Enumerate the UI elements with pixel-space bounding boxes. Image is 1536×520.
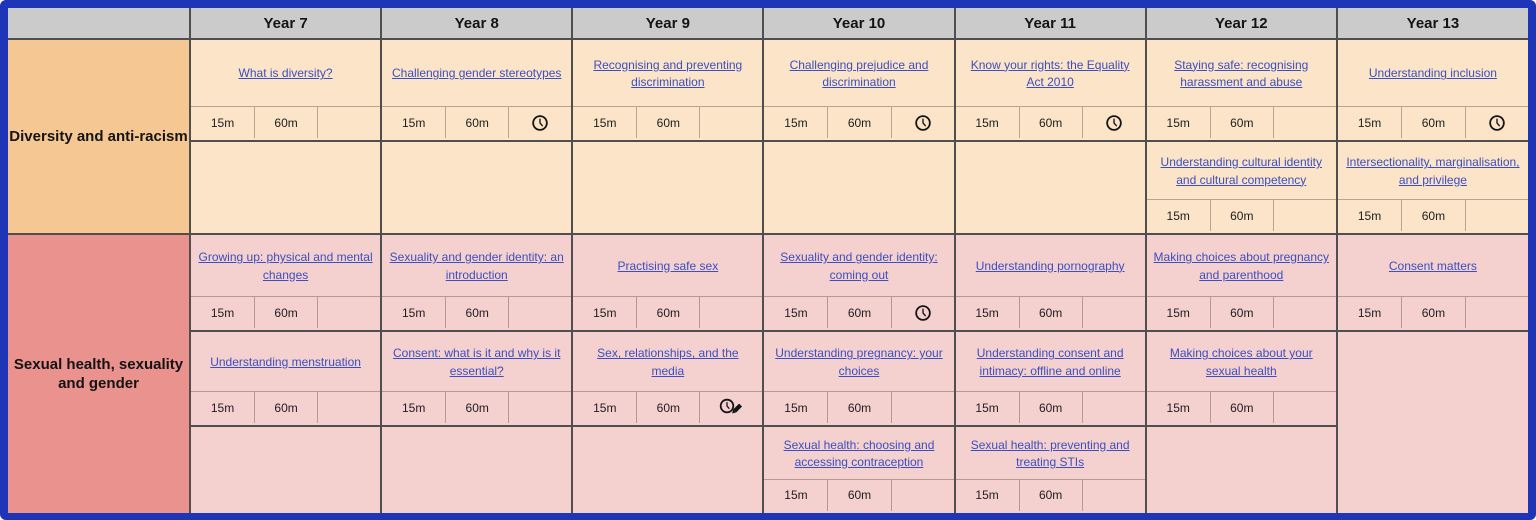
duration-extra-slot: [1465, 297, 1528, 328]
duration-15m[interactable]: 15m: [593, 305, 617, 320]
lesson-link[interactable]: Consent: what is it and why is it essential?: [393, 346, 561, 378]
lesson-link[interactable]: Understanding cultural identity and cultural competency: [1160, 155, 1322, 187]
year-header: Year 13: [1337, 8, 1528, 39]
duration-60m[interactable]: 60m: [827, 480, 890, 511]
duration-extra-slot: [1082, 297, 1145, 328]
duration-strip: [191, 391, 380, 423]
lesson-cell: [1337, 39, 1528, 141]
duration-60m[interactable]: 60m: [1210, 297, 1273, 328]
empty-cell: [763, 141, 954, 234]
empty-cell: [572, 426, 763, 513]
lesson-cell: [572, 234, 763, 331]
lesson-title: [382, 237, 571, 296]
empty-cell: [190, 141, 381, 234]
duration-15m[interactable]: 15m: [1166, 400, 1190, 415]
duration-strip: [573, 391, 762, 423]
lesson-cell: [1337, 141, 1528, 234]
empty-cell: [381, 141, 572, 234]
duration-60m[interactable]: 60m: [1210, 107, 1273, 138]
lesson-title: [573, 334, 762, 391]
lesson-cell: [1146, 141, 1337, 234]
duration-15m[interactable]: 15m: [975, 305, 999, 320]
duration-15m[interactable]: 15m: [401, 305, 426, 320]
lesson-cell: [763, 234, 954, 331]
lesson-cell: [1146, 331, 1337, 426]
duration-15m[interactable]: 15m: [975, 488, 999, 502]
duration-15m[interactable]: 15m: [784, 488, 808, 502]
duration-60m[interactable]: 60m: [827, 392, 890, 423]
lesson-link[interactable]: Sexual health: choosing and accessing contraception: [783, 437, 935, 469]
duration-extra-slot: [1082, 480, 1145, 511]
duration-extra-slot: [317, 297, 380, 328]
duration-15m[interactable]: 15m: [1166, 208, 1190, 223]
lesson-title: [1147, 144, 1336, 199]
duration-extra-slot: [699, 392, 762, 423]
duration-60m[interactable]: 60m: [636, 107, 699, 138]
duration-15m[interactable]: 15m: [975, 115, 999, 130]
duration-extra-slot: [317, 107, 380, 138]
duration-15m[interactable]: 15m: [401, 115, 426, 130]
lesson-link[interactable]: Sexuality and gender identity: an introduction: [389, 250, 564, 282]
lesson-link[interactable]: Challenging prejudice and discrimination: [789, 57, 929, 89]
lesson-title: [764, 430, 953, 479]
duration-60m[interactable]: 60m: [1019, 392, 1082, 423]
lesson-cell: [763, 39, 954, 141]
duration-strip: [573, 106, 762, 138]
duration-strip: [1147, 199, 1336, 231]
clock-icon: [531, 114, 549, 132]
lesson-cell: [955, 234, 1146, 331]
curriculum-body: [8, 39, 1528, 513]
duration-60m[interactable]: 60m: [1401, 297, 1464, 328]
duration-15m[interactable]: 15m: [210, 305, 235, 320]
group-header: Diversity and anti-racism: [8, 39, 190, 234]
duration-strip: [382, 296, 571, 328]
lesson-title: [956, 42, 1145, 106]
duration-15m[interactable]: 15m: [210, 115, 235, 130]
lesson-link[interactable]: Growing up: physical and mental changes: [198, 250, 373, 282]
duration-60m[interactable]: 60m: [254, 107, 317, 138]
lesson-link[interactable]: Staying safe: recognising harassment and abuse: [1174, 57, 1309, 89]
duration-extra-slot: [1273, 297, 1336, 328]
lesson-title: [191, 237, 380, 296]
duration-strip: [1338, 296, 1528, 328]
duration-strip: [956, 106, 1145, 138]
lesson-cell: [381, 39, 572, 141]
lesson-cell: [190, 331, 381, 426]
duration-15m[interactable]: 15m: [784, 115, 808, 130]
duration-extra-slot: [1465, 200, 1528, 231]
lesson-cell: [572, 331, 763, 426]
duration-15m[interactable]: 15m: [784, 305, 808, 320]
lesson-title: [573, 42, 762, 106]
lesson-cell: [955, 331, 1146, 426]
lesson-link[interactable]: Understanding menstruation: [210, 354, 361, 369]
lesson-title: [956, 430, 1145, 479]
lesson-cell: [572, 39, 763, 141]
duration-15m[interactable]: 15m: [401, 400, 426, 415]
duration-60m[interactable]: 60m: [636, 392, 699, 423]
lesson-title: [764, 237, 953, 296]
duration-strip: [1147, 391, 1336, 423]
duration-extra-slot: [891, 297, 954, 328]
duration-extra-slot: [508, 392, 571, 423]
duration-strip: [191, 106, 380, 138]
lesson-cell: [1146, 39, 1337, 141]
duration-extra-slot: [1273, 392, 1336, 423]
duration-extra-slot: [508, 107, 571, 138]
lesson-link[interactable]: Understanding inclusion: [1368, 66, 1497, 81]
lesson-title: [382, 42, 571, 106]
duration-strip: [764, 479, 953, 511]
empty-cell: [572, 141, 763, 234]
duration-15m[interactable]: 15m: [593, 115, 617, 130]
clock-icon: [914, 114, 932, 132]
lesson-cell: [763, 331, 954, 426]
duration-strip: [956, 479, 1145, 511]
duration-extra-slot: [891, 392, 954, 423]
lesson-link[interactable]: Consent matters: [1388, 258, 1477, 273]
lesson-link[interactable]: Understanding consent and intimacy: offline and online: [976, 346, 1124, 378]
duration-60m[interactable]: 60m: [254, 392, 317, 423]
lesson-link[interactable]: Understanding pornography: [975, 258, 1125, 273]
lesson-title: [1338, 144, 1528, 199]
lesson-title: [191, 334, 380, 391]
duration-15m[interactable]: 15m: [784, 400, 808, 415]
lesson-title: [956, 237, 1145, 296]
duration-extra-slot: [1082, 392, 1145, 423]
lesson-link[interactable]: Sex, relationships, and the media: [597, 346, 739, 378]
lesson-link[interactable]: Practising safe sex: [617, 258, 719, 273]
duration-strip: [1147, 106, 1336, 138]
lesson-link[interactable]: Challenging gender stereotypes: [391, 66, 562, 81]
duration-strip: [573, 296, 762, 328]
lesson-title: [1147, 334, 1336, 391]
duration-extra-slot: [1273, 107, 1336, 138]
year-header: Year 8: [381, 8, 572, 39]
year-header-row: [8, 8, 1528, 39]
year-header: Year 11: [955, 8, 1146, 39]
group-header: Sexual health, sexuality and gender: [8, 234, 190, 513]
duration-15m[interactable]: 15m: [1166, 115, 1190, 130]
duration-60m[interactable]: 60m: [445, 107, 508, 138]
duration-strip: [764, 391, 953, 423]
lesson-cell: [955, 426, 1146, 513]
lesson-cell: [190, 234, 381, 331]
duration-60m[interactable]: 60m: [1210, 392, 1273, 423]
lesson-cell: [1146, 234, 1337, 331]
duration-extra-slot: [1465, 107, 1528, 138]
duration-extra-slot: [891, 480, 954, 511]
clock-icon: [914, 304, 932, 322]
year-header: Year 9: [572, 8, 763, 39]
lesson-link[interactable]: Sexual health: preventing and treating STIs: [970, 437, 1130, 469]
duration-60m[interactable]: 60m: [1401, 107, 1464, 138]
empty-cell: [1146, 426, 1337, 513]
clock-icon: [1105, 114, 1123, 132]
empty-cell: [381, 426, 572, 513]
duration-60m[interactable]: 60m: [1019, 107, 1082, 138]
empty-cell: [955, 141, 1146, 234]
lesson-title: [764, 42, 953, 106]
lesson-cell: [763, 426, 954, 513]
lesson-cell: [1337, 234, 1528, 331]
duration-extra-slot: [891, 107, 954, 138]
lesson-cell: [190, 39, 381, 141]
lesson-title: [191, 42, 380, 106]
lesson-link[interactable]: Know your rights: the Equality Act 2010: [970, 57, 1130, 89]
duration-extra-slot: [1082, 107, 1145, 138]
duration-60m[interactable]: 60m: [1210, 200, 1273, 231]
duration-60m[interactable]: 60m: [1401, 200, 1464, 231]
duration-15m[interactable]: 15m: [1166, 305, 1190, 320]
year-header: Year 7: [190, 8, 381, 39]
lesson-title: [382, 334, 571, 391]
duration-strip: [382, 391, 571, 423]
empty-cell: [190, 426, 381, 513]
lesson-title: [1338, 237, 1528, 296]
duration-60m[interactable]: 60m: [827, 107, 890, 138]
duration-15m[interactable]: 15m: [1357, 115, 1382, 130]
duration-extra-slot: [699, 107, 762, 138]
duration-60m[interactable]: 60m: [827, 297, 890, 328]
empty-cell: [1337, 331, 1528, 513]
duration-60m[interactable]: 60m: [445, 297, 508, 328]
lesson-title: [1147, 237, 1336, 296]
lesson-title: [764, 334, 953, 391]
year-header: Year 12: [1146, 8, 1337, 39]
duration-60m[interactable]: 60m: [1019, 297, 1082, 328]
duration-extra-slot: [508, 297, 571, 328]
duration-60m[interactable]: 60m: [1019, 480, 1082, 511]
duration-strip: [382, 106, 571, 138]
lesson-link[interactable]: Recognising and preventing discrimination: [593, 57, 743, 89]
duration-strip: [956, 391, 1145, 423]
curriculum-table: [8, 8, 1528, 513]
duration-60m[interactable]: 60m: [636, 297, 699, 328]
lesson-link[interactable]: Making choices about your sexual health: [1169, 346, 1313, 378]
duration-extra-slot: [699, 297, 762, 328]
duration-strip: [191, 296, 380, 328]
lesson-title: [1147, 42, 1336, 106]
lesson-link[interactable]: Making choices about pregnancy and parenthood: [1153, 250, 1329, 282]
duration-strip: [1338, 199, 1528, 231]
lesson-title: [573, 237, 762, 296]
duration-60m[interactable]: 60m: [445, 392, 508, 423]
lesson-cell: [381, 331, 572, 426]
year-header: Year 10: [763, 8, 954, 39]
duration-15m[interactable]: 15m: [1357, 208, 1382, 223]
lesson-title: [1338, 42, 1528, 106]
duration-extra-slot: [317, 392, 380, 423]
duration-strip: [764, 106, 953, 138]
lesson-link[interactable]: Intersectionality, marginalisation, and privilege: [1346, 155, 1520, 187]
lesson-title: [956, 334, 1145, 391]
duration-strip: [1147, 296, 1336, 328]
duration-strip: [956, 296, 1145, 328]
duration-15m[interactable]: 15m: [1357, 305, 1382, 320]
duration-strip: [764, 296, 953, 328]
duration-15m[interactable]: 15m: [975, 400, 999, 415]
lesson-cell: [955, 39, 1146, 141]
lesson-link[interactable]: Sexuality and gender identity: coming out: [780, 250, 938, 282]
duration-strip: [1338, 106, 1528, 138]
lesson-cell: [381, 234, 572, 331]
duration-15m[interactable]: 15m: [593, 400, 617, 415]
clock-icon: [1488, 114, 1506, 132]
duration-extra-slot: [1273, 200, 1336, 231]
lesson-link[interactable]: What is diversity?: [238, 66, 333, 81]
duration-15m[interactable]: 15m: [210, 400, 235, 415]
duration-60m[interactable]: 60m: [254, 297, 317, 328]
clock-pencil-icon: [718, 398, 745, 418]
corner-cell: [8, 8, 190, 39]
lesson-link[interactable]: Understanding pregnancy: your choices: [775, 346, 943, 378]
